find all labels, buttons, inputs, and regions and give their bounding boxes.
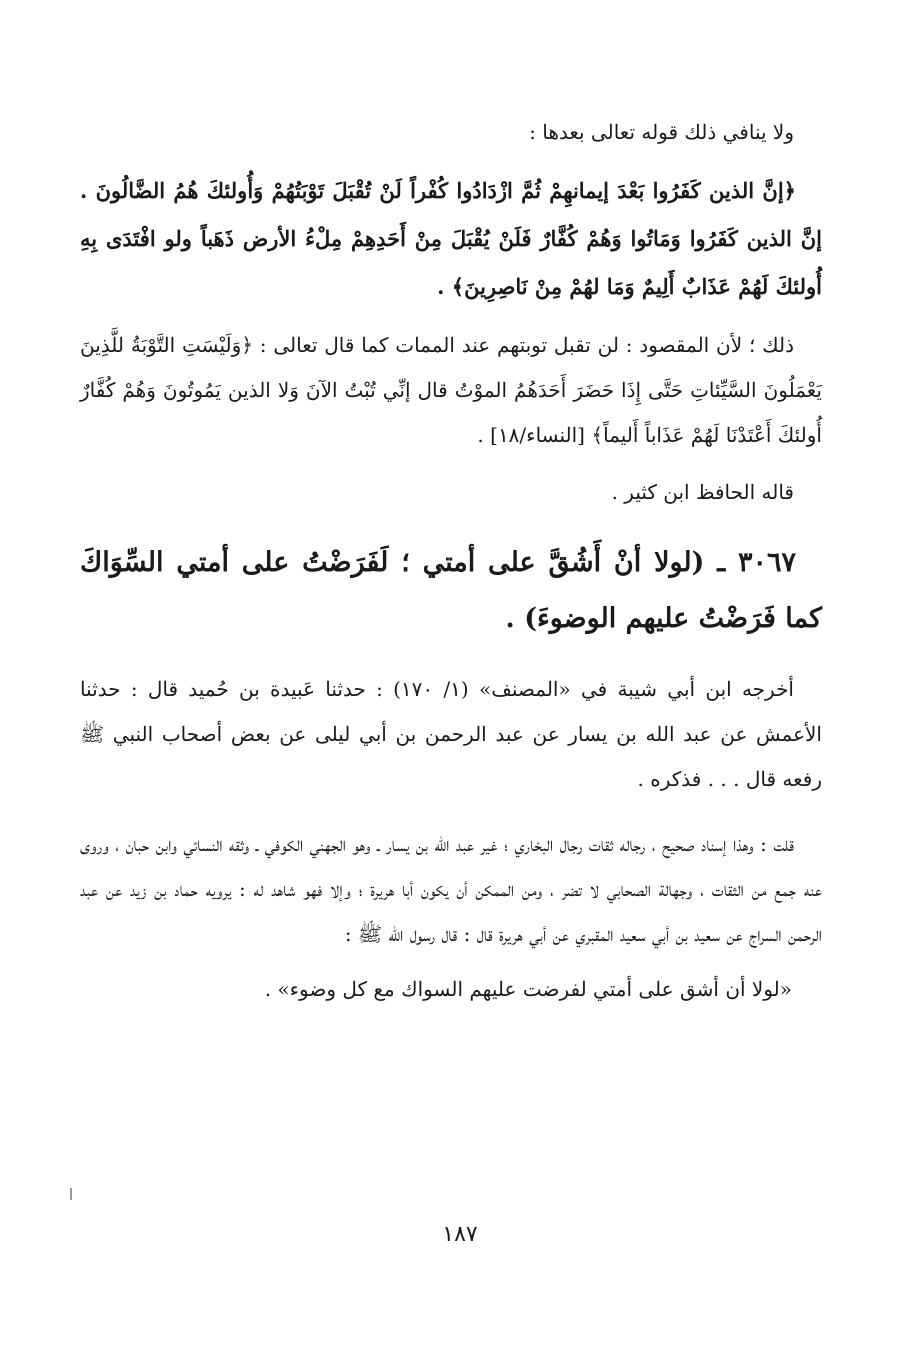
takhrij-paragraph: أخرجه ابن أبي شيبة في «المصنف» (١/ ١٧٠) : حدثنا عَبيدة بن حُميد قال : حدثنا الأعمش عن عبد الله بن يسار عن عبد الرحمن بن أبي ليلى عن بعض أصحاب النبي ﷺ رفعه قال . . . فذكره .	[80, 677, 822, 791]
analysis-paragraph: قلت : وهذا إسناد صحيح ، رجاله ثقات رجال البخاري ؛ غير عبد الله بن يسار ـ وهو الجهني الكوفي ـ وثقه النسائي وابن حبان ، وروى عنه جمع من الثقات ، وجهالة الصحابي لا تضر ، ومن الممكن أن يكون أبا هريرة ؛ وإلا فهو شاهد له : يرويه حماد بن زيد عن عبد الرحمن السراج عن سعيد بن أبي سعيد المقبري عن أبي هريرة قال : قال رسول الله ﷺ :	[80, 832, 822, 946]
margin-mark	[70, 1188, 72, 1200]
quran-verse-block: ﴿إنَّ الذين كَفَرُوا بَعْدَ إيمانهِمْ ثُمَّ ازْدَادُوا كُفْراً لَنْ تُقْبَلَ تَوْبَتُهُمْ وَأُولئكَ هُمُ الضَّالُونَ . إنَّ الذين كَفَرُوا وَمَاتُوا وَهُمْ كُفَّارٌ فَلَنْ يُقْبَلَ مِنْ أَحَدِهِمْ مِلْءُ الأرض ذَهَباً ولو افْتَدَى بِهِ أُولئكَ لَهُمْ عَذَابٌ أَلِيمٌ وَمَا لهُمْ مِنْ نَاصِرِينَ﴾ .	[80, 178, 822, 299]
hadith-heading: ٣٠٦٧ ـ (لولا أنْ أَشُقَّ على أمتي ؛ لَفَرَضْتُ على أمتي السِّوَاكَ كما فَرَضْتُ عليهم الوضوءَ) .	[80, 547, 822, 634]
page-body	[80, 110, 822, 1009]
intro-line: ولا ينافي ذلك قوله تعالى بعدها :	[529, 120, 794, 144]
attribution-line: قاله الحافظ ابن كثير .	[611, 480, 794, 504]
explanation-paragraph: ذلك ؛ لأن المقصود : لن تقبل توبتهم عند الممات كما قال تعالى : ﴿وَلَيْسَتِ التَّوْبَةُ للَّذِينَ يَعْمَلُونَ السَّيِّئاتِ حَتَّى إِذَا حَضَرَ أَحَدَهُمُ الموْتُ قال إنِّي تُبْتُ الآنَ وَلا الذين يَمُوتُونَ وَهُمْ كُفَّارٌ أُولئكَ أَعْتَدْنَا لَهُمْ عَذَاباً أَليماً﴾ [النساء/١٨] .	[80, 333, 822, 447]
page-number: ١٨٧	[442, 1222, 478, 1247]
hadith-quote: «لولا أن أشق على أمتي لفرضت عليهم السواك مع كل وضوء» .	[264, 977, 792, 1001]
